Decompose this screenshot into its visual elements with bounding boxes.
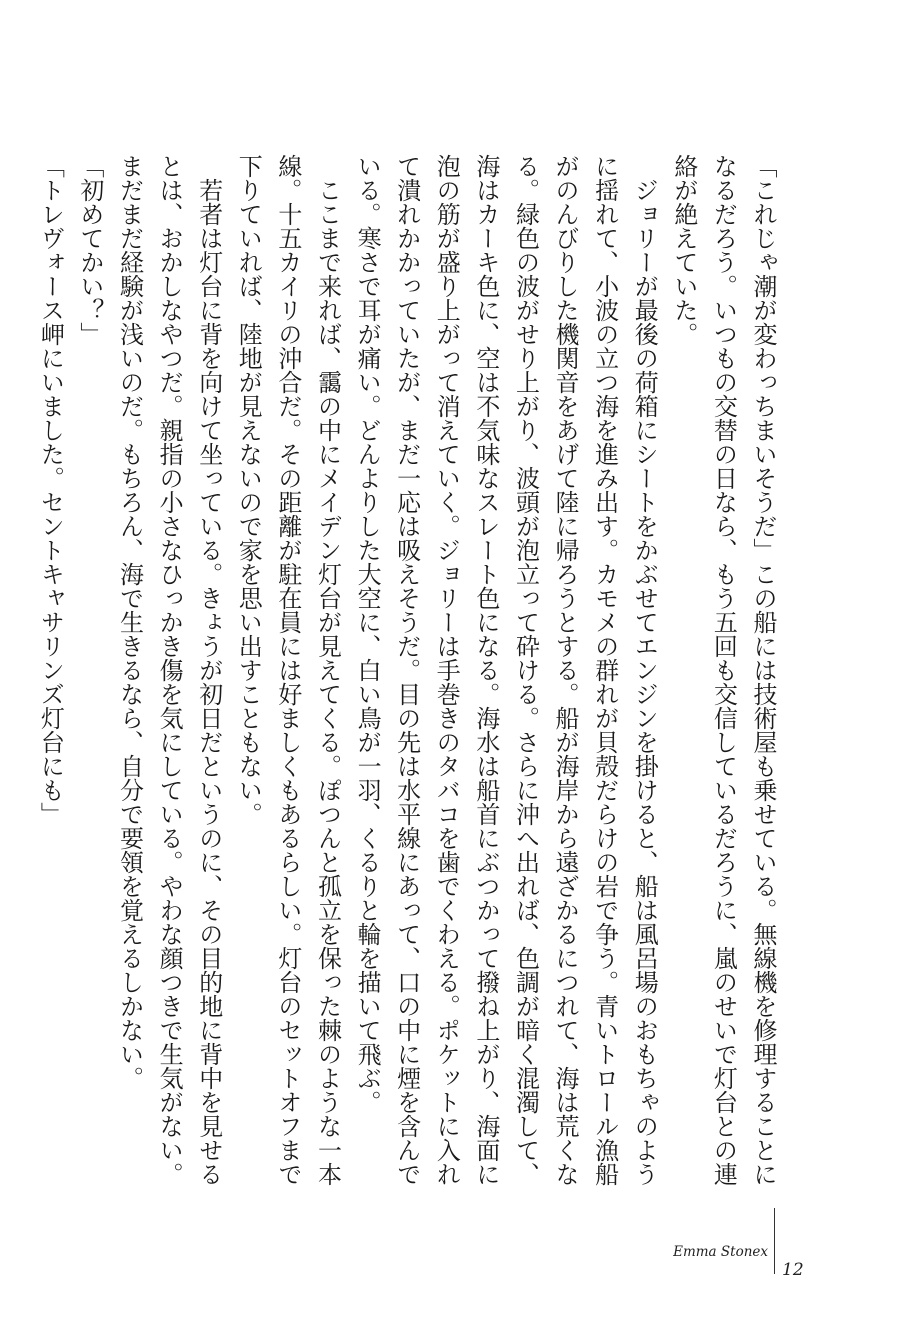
text-line: 若者は灯台に背を向けて坐っている。きょうが初日だというのに、その目的地に背中を見せる: [194, 154, 223, 1186]
text-line: 海はカーキ色に、空は不気味なスレート色になる。海水は船首にぶつかって撥ね上がり、海面に: [471, 154, 500, 1186]
page-footer: [660, 1208, 820, 1278]
text-line: いる。寒さで耳が痛い。どんよりした大空に、白い鳥が一羽、くるりと輪を描いて飛ぶ。: [353, 154, 382, 1114]
running-author: Emma Stonex: [673, 1244, 768, 1260]
text-line: 線。十五カイリの沖合だ。その距離が駐在員には好ましくもあるらしい。灯台のセットオフまで: [273, 154, 302, 1186]
text-line: ジョリーが最後の荷箱にシートをかぶせてエンジンを掛けると、船は風呂場のおもちゃのよう: [630, 154, 659, 1186]
text-line: 下りていれば、陸地が見えないので家を思い出すこともない。: [234, 154, 263, 826]
text-line: 絡が絶えていた。: [669, 154, 698, 346]
text-line: 「トレヴォース岬にいました。セントキャサリンズ灯台にも」: [36, 154, 65, 826]
footer-divider: [774, 1208, 775, 1274]
text-line: まだまだ経験が浅いのだ。もちろん、海で生きるなら、自分で要領を覚えるしかない。: [115, 154, 144, 1090]
text-line: 「これじゃ潮が変わっちまいそうだ」この船には技術屋も乗せている。無線機を修理することに: [749, 154, 777, 1186]
text-line: 泡の筋が盛り上がって消えていく。ジョリーは手巻きのタバコを歯でくわえる。ポケットに入れ: [432, 154, 461, 1186]
body-text: [30, 154, 782, 1186]
text-line: とは、おかしなやつだ。親指の小さなひっかき傷を気にしている。やわな顔つきで生気がない。: [155, 154, 184, 1186]
text-line: に揺れて、小波の立つ海を進み出す。カモメの群れが貝殻だらけの岩で争う。青いトロール漁船: [590, 154, 619, 1186]
text-line: る。緑色の波がせり上がり、波頭が泡立って砕ける。さらに沖へ出れば、色調が暗く混濁して、: [511, 154, 540, 1186]
text-line: がのんびりした機関音をあげて陸に帰ろうとする。船が海岸から遠ざかるにつれて、海は荒くな: [551, 154, 580, 1186]
text-line: なるだろう。いつもの交替の日なら、もう五回も交信しているだろうに、嵐のせいで灯台との連: [709, 154, 738, 1186]
page-number: 12: [782, 1260, 804, 1280]
text-line: 「初めてかい？」: [75, 154, 104, 346]
text-line: ここまで来れば、靄の中にメイデン灯台が見えてくる。ぽつんと孤立を保った棘のような一本: [313, 154, 342, 1186]
text-line: て潰れかかっていたが、まだ一応は吸えそうだ。目の先は水平線にあって、口の中に煙を含んで: [392, 154, 421, 1186]
